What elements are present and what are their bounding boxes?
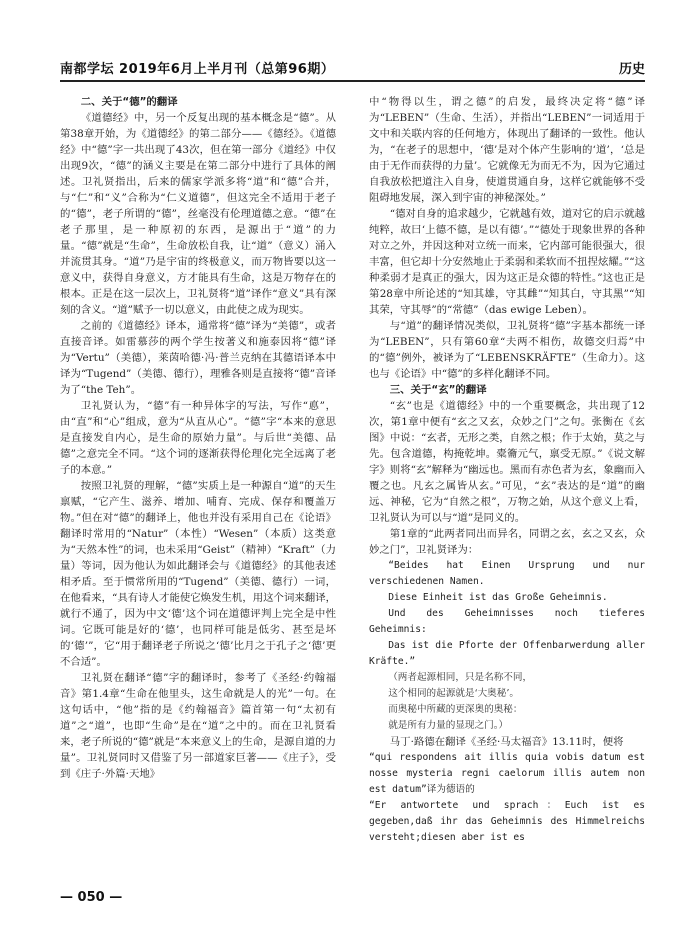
page-number: — 050 —	[60, 890, 123, 905]
section-heading: 二、关于“德”的翻译	[80, 96, 178, 108]
paragraph: 第1章的“此两者同出而异名，同谓之玄，玄之又玄，众妙之门”，卫礼贤译为：	[369, 528, 645, 556]
german-quote-line: “Beides hat Einen Ursprung und nur verschiedenen Namen.	[369, 560, 645, 587]
paragraph: 《道德经》中，另一个反复出现的基本概念是“德”。从第38章开始，为《道德经》的第二部分——《德经》。《道德经》中“德”字一共出现了43次，但在第一部分《道经》中仅出现9次，“德”的涵义主要是在第二部分中进行了具体的阐述。卫礼贤指出，后来的儒家学派多将“道”和“德”合并，与“仁”和“义”合称为“仁义道德”，但这完全不适用于老子的“德”，老子所谓的“德”，丝毫没有伦理道德之意。“德”在老子那里，是一种原初的东西，是源出于“道”的力量。“德”就是“生命”，生命放松自我，让“道”（意义）涌入并流贯其身。“道”乃是宇宙的终极意义，而万物皆要以这一意义中，获得自身意义，方才能具有生命，这是万物存在的根本。正是在这一层次上，卫礼贤将“道”译作“意义”具有深刻的含义。“道”赋予一切以意义，由此使之成为现实。	[60, 112, 336, 316]
translation-line: 就是所有力量的显现之门。）	[388, 720, 509, 731]
running-header	[60, 56, 645, 78]
paragraph: 马丁·路德在翻译《圣经·马太福音》13.11时，便将	[389, 736, 624, 748]
translation-line: 这个相同的起源就是‘大奥秘’。	[388, 688, 520, 699]
paragraph: 卫礼贤认为，“德”有一种异体字的写法，写作“悳”，由“直”和“心”组成，意为“从直从心”。“德”字“本来的意思是直接发自内心，是生命的原始力量”。与后世“美德、品德”之意完全不同。“这个词的逐渐获得伦理化完全远离了老子的本意。”	[60, 400, 336, 476]
left-column	[60, 94, 336, 782]
paragraph: 按照卫礼贤的理解，“德”实质上是一种源自“道”的天生禀赋，“它产生、滋养、增加、哺育、完成、保存和覆盖万物。”但在对“德”的翻译上，他也并没有采用自己在《论语》翻译时常用的“Natur”（本性）“Wesen”（本质）这类意为“天然本性”的词，也未采用“Geist”（精神）“Kraft”（力量）等词，因为他认为如此翻译会与《道德经》的其他表述相矛盾。至于惯常所用的“Tugend”（美德、德行）一词，在他看来，“具有诗人才能使它焕发生机，用这个词来翻译，就行不通了，因为中文‘德’这个词在道德评判上完全是中性词。它既可能是好的‘德’，也同样可能是低劣、甚至是坏的‘德’”，它“用于翻译老子所说之‘德’比月之于孔子之‘德’更不合适”。	[60, 480, 336, 668]
header-rule	[60, 80, 645, 82]
right-column	[369, 94, 645, 846]
translation-line: （两者起源相同，只是名称不同，	[388, 672, 533, 683]
german-quote-line: Und des Geheimnisses noch tieferes Geheimnis:	[369, 608, 645, 635]
german-quote-line: Das ist die Pforte der Offenbarwerdung aller Kräfte.”	[369, 640, 645, 667]
paragraph: “德对自身的追求越少，它就越有效，道对它的启示就越纯粹，故曰‘上德不德，是以有德’。”“德处于现象世界的各种对立之外，并因这种对立统一而来，它内部可能很强大，很丰富，但它却十分安然地止于柔弱和柔软而不扭捏炫耀。”“这种柔弱才是真正的强大，因为这正是众德的特性。”这也正是第28章中所论述的“知其雄，守其雌”“知其白，守其黑”“知其荣，守其辱”的“常德”（das ewige Leben）。	[369, 208, 645, 316]
journal-title: 南都学坛 2019年6月上半月刊（总第96期）	[60, 62, 335, 77]
german-quote-line: Diese Einheit ist das Große Geheimnis.	[388, 592, 608, 603]
paragraph: “玄”也是《道德经》中的一个重要概念，共出现了12次，第1章中便有“玄之又玄，众妙之门”之句。张衡在《玄图》中说：“玄者，无形之类，自然之根；作于太始，莫之与先。包含道德，构掩乾坤。橐籥元气，禀受无原。”《说文解字》则将“玄”解释为“幽远也。黑而有赤色者为玄，象幽而入覆之也。凡玄之属皆从玄。”可见，“玄”表达的是“道”的幽远、神秘，它为“自然之根”，万物之始，从这个意义上看，卫礼贤认为可以与“道”是同义的。	[369, 400, 645, 524]
paragraph: 之前的《道德经》译本，通常将“德”译为“美德”，或者直接音译。如雷慕莎的两个学生按著义和施泰因将“德”译为“Vertu”（美德），莱茵哈德·冯·普兰克纳在其德语译本中译为“Tugend”（美德、德行），理雅各则是直接将“德”音译为了“the Teh”。	[60, 320, 336, 396]
paragraph: 与“道”的翻译情况类似，卫礼贤将“德”字基本都统一译为“LEBEN”，只有第60章“夫两不相伤，故德交归焉”中的“德”例外，被译为了“LEBENSKRÄFTE”（生命力）。这也与《论语》中“德”的多样化翻译不同。	[369, 320, 645, 380]
latin-quote: “Er antwortete und sprach：Euch ist es gegeben,daß ihr das Geheimnis des Himmelreichs versteht;diesen aber ist es	[369, 800, 645, 843]
section-name: 历史	[618, 62, 645, 77]
translation-line: 而奥秘中所藏的更深奥的奥秘：	[388, 704, 523, 715]
latin-quote: “qui respondens ait illis quia vobis datum est nosse mysteria regni caelorum illis autem non est datum”译为德语的	[369, 752, 645, 795]
paragraph: 中“物得以生，谓之德”的启发，最终决定将“德”译为“LEBEN”（生命、生活），并指出“LEBEN”一词适用于文中和关联内容的任何地方，体现出了翻译的一致性。他认为，“在老子的思想中，‘德’是对个体产生影响的‘道’，‘总是由于无作而获得的力量’。它就像无为而无不为，因为它通过自我放松把道注入自身，使道贯通自身，这样它就能够不受阻碍地发展，深入到宇宙的神秘深处。”	[369, 96, 645, 204]
section-heading: 三、关于“玄”的翻译	[389, 384, 487, 396]
paragraph: 卫礼贤在翻译“德”字的翻译时，参考了《圣经·约翰福音》第1.4章“生命在他里头，这生命就是人的光”一句。在这句话中，“他”指的是《约翰福音》篇首第一句“太初有道”之“道”，也即“生命”是在“道”之中的。而在卫礼贤看来，老子所说的“德”就是“本来意义上的生命，是源自道的力量”。卫礼贤同时又借鉴了另一部道家巨著——《庄子》，受到《庄子·外篇·天地》	[60, 672, 336, 780]
